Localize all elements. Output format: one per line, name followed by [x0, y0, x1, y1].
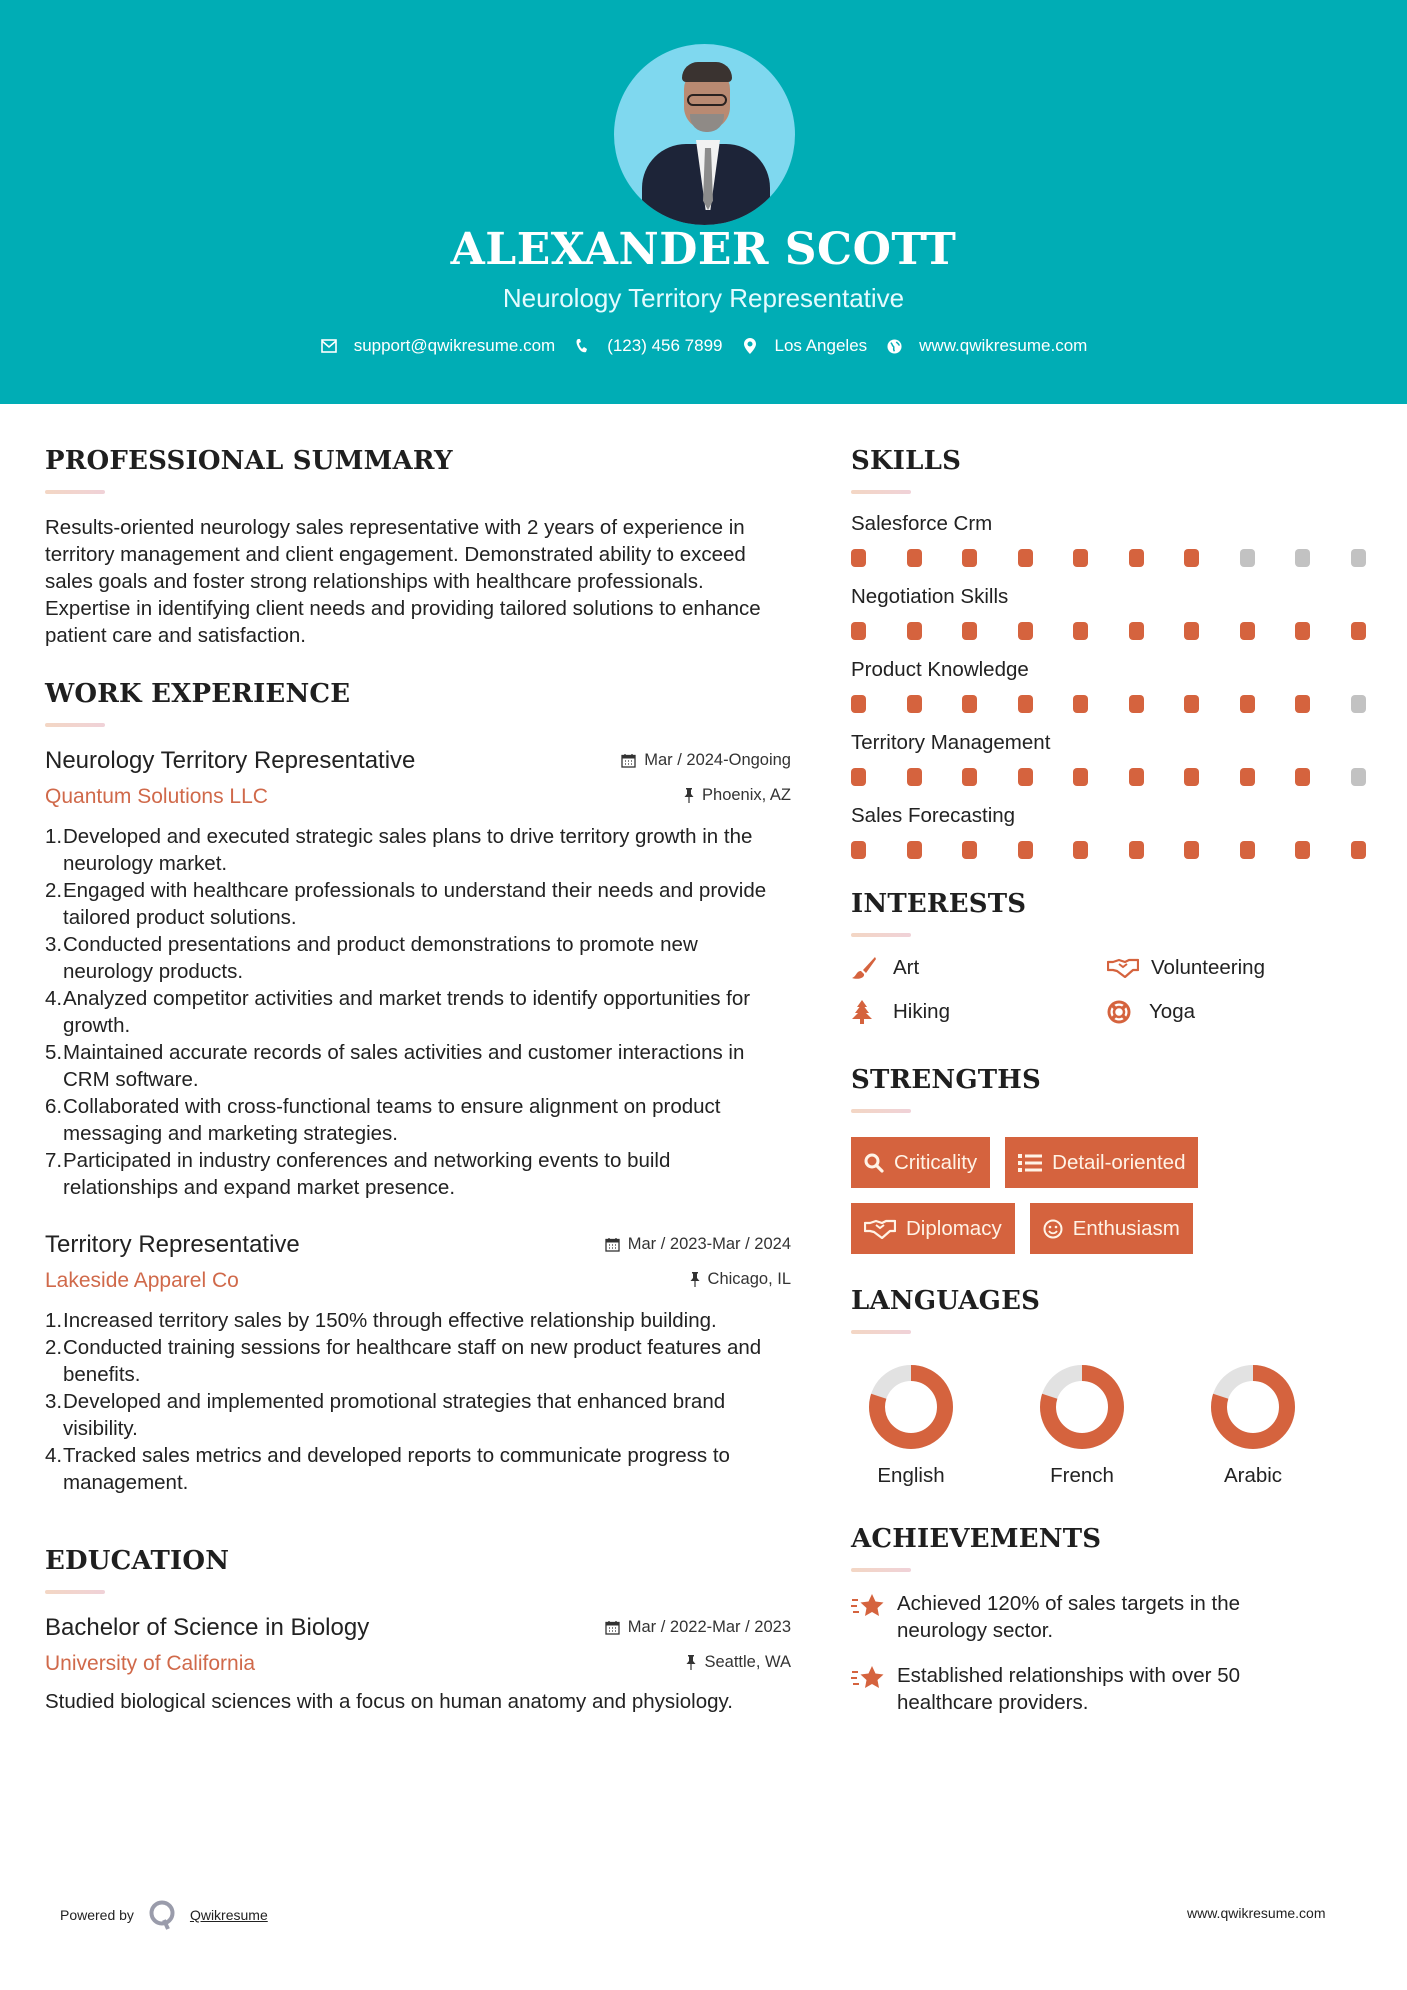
- smile-icon: [1043, 1219, 1063, 1239]
- strength-badge-enthusiasm: [1030, 1203, 1193, 1254]
- language-label: French: [1050, 1464, 1114, 1487]
- left-column: [45, 404, 791, 1715]
- rating-dot-filled: [1184, 768, 1199, 786]
- map-marker-icon: [741, 337, 759, 355]
- calendar-icon: [605, 1237, 620, 1252]
- rating-dot-filled: [1073, 549, 1088, 567]
- school-name: University of California: [45, 1652, 256, 1675]
- job-date: [605, 1235, 791, 1254]
- location-text: Seattle, WA: [704, 1653, 791, 1671]
- skill-rating: [851, 622, 1366, 640]
- list-item: 2. Engaged with healthcare professionals to understand their needs and provide tailored product solutions.: [45, 879, 767, 929]
- rating-dot-filled: [851, 841, 866, 859]
- rating-dot-filled: [907, 549, 922, 567]
- skill-item: [851, 658, 1371, 713]
- section-underline: [851, 1568, 911, 1572]
- rating-dot-empty: [1351, 549, 1366, 567]
- rating-dot-filled: [1018, 549, 1033, 567]
- list-item: 2. Conducted training sessions for healthcare staff on new product features and benefits.: [45, 1336, 762, 1386]
- skill-name: Sales Forecasting: [851, 804, 1016, 827]
- job-title: Territory Representative: [45, 1231, 300, 1258]
- achievement-text: Established relationships with over 50 healthcare providers.: [897, 1664, 1240, 1714]
- contact-location: [741, 336, 868, 356]
- job-bullets: [45, 823, 791, 1201]
- skill-name: Negotiation Skills: [851, 585, 1009, 608]
- skill-name: Salesforce Crm: [851, 512, 993, 535]
- language-item: [1193, 1364, 1364, 1488]
- right-column: [851, 404, 1371, 1716]
- contact-bar: [0, 336, 1407, 356]
- photo-hair: [682, 62, 732, 82]
- interest-label: Yoga: [1149, 1000, 1195, 1023]
- summary-section: [45, 446, 791, 649]
- contact-email[interactable]: [320, 336, 556, 356]
- interest-art: [851, 955, 1107, 981]
- rating-dot-filled: [1073, 768, 1088, 786]
- section-underline: [851, 933, 911, 937]
- rating-dot-filled: [1351, 841, 1366, 859]
- paintbrush-icon: [851, 955, 881, 981]
- list-item: 1. Increased territory sales by 150% through effective relationship building.: [45, 1309, 717, 1332]
- list-item: 5. Maintained accurate records of sales activities and customer interactions in CRM software.: [45, 1041, 745, 1091]
- degree-title: Bachelor of Science in Biology: [45, 1614, 370, 1641]
- rating-dot-filled: [1129, 768, 1144, 786]
- education-date: [605, 1618, 791, 1637]
- badge-label: Enthusiasm: [1072, 1216, 1180, 1240]
- skill-item: [851, 804, 1371, 859]
- language-item: [851, 1364, 1022, 1488]
- strength-badge-criticality: [851, 1137, 990, 1188]
- strength-badge-detail-oriented: [1005, 1137, 1198, 1188]
- languages-section: [851, 1286, 1371, 1488]
- list-item: 4. Analyzed competitor activities and market trends to identify opportunities for growth.: [45, 987, 751, 1037]
- rating-dot-filled: [907, 695, 922, 713]
- qwikresume-logo-icon: [148, 1900, 176, 1930]
- skills-list: [851, 512, 1371, 859]
- rating-dot-filled: [851, 622, 866, 640]
- phone-icon: [573, 337, 591, 355]
- section-underline: [851, 1109, 911, 1113]
- powered-by-text: Powered by: [60, 1907, 134, 1923]
- list-icon: [1018, 1154, 1042, 1172]
- rating-dot-filled: [1129, 695, 1144, 713]
- skill-rating: [851, 549, 1366, 567]
- rating-dot-filled: [1018, 768, 1033, 786]
- rating-dot-filled: [1018, 622, 1033, 640]
- photo-beard: [690, 114, 724, 132]
- section-underline: [45, 1590, 105, 1594]
- language-donut-chart: [1193, 1364, 1313, 1450]
- rating-dot-filled: [1073, 695, 1088, 713]
- job-entry: [45, 747, 791, 1201]
- rating-dot-filled: [1018, 695, 1033, 713]
- tree-icon: [851, 999, 881, 1025]
- rating-dot-empty: [1240, 549, 1255, 567]
- section-heading: LANGUAGES: [851, 1286, 1041, 1316]
- rating-dot-filled: [1240, 841, 1255, 859]
- skill-rating: [851, 841, 1366, 859]
- education-section: [45, 1546, 791, 1715]
- language-label: Arabic: [1223, 1464, 1283, 1487]
- section-underline: [851, 490, 911, 494]
- list-item: 6. Collaborated with cross-functional teams to ensure alignment on product messaging and marketing strategies.: [45, 1095, 721, 1145]
- location-text: Phoenix, AZ: [702, 786, 791, 804]
- list-item: 3. Conducted presentations and product demonstrations to promote new neurology products.: [45, 933, 698, 983]
- strength-badges: [851, 1137, 1281, 1254]
- rating-dot-filled: [1295, 695, 1310, 713]
- rating-dot-filled: [962, 695, 977, 713]
- thumbtack-icon: [684, 788, 694, 803]
- search-icon: [864, 1153, 884, 1173]
- education-description: Studied biological sciences with a focus on human anatomy and physiology.: [45, 1690, 733, 1713]
- rating-dot-filled: [1295, 622, 1310, 640]
- candidate-title: Neurology Territory Representative: [502, 283, 905, 313]
- calendar-icon: [605, 1620, 620, 1635]
- thumbtack-icon: [686, 1655, 696, 1670]
- list-item: 1. Developed and executed strategic sales plans to drive territory growth in the neurology market.: [45, 825, 753, 875]
- rating-dot-empty: [1351, 768, 1366, 786]
- rating-dot-filled: [1240, 622, 1255, 640]
- job-bullets: [45, 1307, 791, 1496]
- date-text: Mar / 2023-Mar / 2024: [627, 1235, 791, 1253]
- star-icon: [851, 1662, 897, 1716]
- interest-yoga: [1107, 999, 1363, 1025]
- envelope-icon: [320, 337, 338, 355]
- rating-dot-filled: [851, 695, 866, 713]
- rating-dot-filled: [1295, 841, 1310, 859]
- rating-dot-filled: [1240, 695, 1255, 713]
- job-location: [684, 786, 791, 805]
- interest-label: Hiking: [893, 1000, 950, 1023]
- rating-dot-filled: [851, 768, 866, 786]
- section-heading: WORK EXPERIENCE: [45, 679, 351, 709]
- rating-dot-filled: [1184, 549, 1199, 567]
- rating-dot-filled: [907, 768, 922, 786]
- section-underline: [45, 723, 105, 727]
- handshake-icon: [1107, 955, 1139, 981]
- resume-header: [0, 0, 1407, 404]
- rating-dot-empty: [1295, 549, 1310, 567]
- rating-dot-filled: [962, 622, 977, 640]
- photo-glasses: [687, 94, 727, 106]
- date-text: Mar / 2022-Mar / 2023: [627, 1618, 791, 1636]
- interests-grid: [851, 955, 1371, 1025]
- section-heading: STRENGTHS: [851, 1065, 1042, 1095]
- skill-rating: [851, 768, 1366, 786]
- rating-dot-filled: [851, 549, 866, 567]
- badge-label: Diplomacy: [906, 1216, 1002, 1240]
- badge-label: Criticality: [894, 1150, 978, 1174]
- rating-dot-filled: [1129, 622, 1144, 640]
- contact-website[interactable]: [885, 336, 1087, 356]
- language-donut-chart: [851, 1364, 971, 1450]
- achievement-item: [851, 1590, 1371, 1644]
- languages-list: [851, 1364, 1371, 1488]
- rating-dot-filled: [1129, 841, 1144, 859]
- location-text: Chicago, IL: [707, 1270, 791, 1288]
- candidate-name: ALEXANDER SCOTT: [450, 224, 957, 275]
- rating-dot-filled: [907, 841, 922, 859]
- rating-dot-filled: [907, 622, 922, 640]
- contact-phone[interactable]: [573, 336, 722, 356]
- job-title: Neurology Territory Representative: [45, 747, 416, 774]
- skill-item: [851, 585, 1371, 640]
- globe-icon: [885, 337, 903, 355]
- list-item: 7. Participated in industry conferences and networking events to build relationships and expand market presence.: [45, 1149, 671, 1199]
- rating-dot-filled: [962, 549, 977, 567]
- rating-dot-filled: [1129, 549, 1144, 567]
- rating-dot-filled: [1184, 622, 1199, 640]
- education-location: [686, 1653, 791, 1672]
- interest-hiking: [851, 999, 1107, 1025]
- rating-dot-filled: [1295, 768, 1310, 786]
- footer-powered-by: [60, 1900, 268, 1930]
- badge-label: Detail-oriented: [1052, 1150, 1186, 1174]
- website-text: www.qwikresume.com: [919, 336, 1088, 355]
- location-text: Los Angeles: [774, 336, 868, 355]
- section-heading: INTERESTS: [851, 889, 1027, 919]
- life-ring-icon: [1107, 999, 1137, 1025]
- section-heading: EDUCATION: [45, 1546, 230, 1576]
- achievements-section: [851, 1524, 1371, 1716]
- email-text: support@qwikresume.com: [353, 336, 556, 355]
- job-entry: [45, 1231, 791, 1496]
- achievement-text: Achieved 120% of sales targets in the neurology sector.: [897, 1592, 1241, 1642]
- rating-dot-filled: [1184, 841, 1199, 859]
- qwikresume-link[interactable]: Qwikresume: [189, 1907, 268, 1923]
- job-date: [621, 751, 791, 770]
- section-heading: ACHIEVEMENTS: [851, 1524, 1102, 1554]
- skill-item: [851, 512, 1371, 567]
- summary-text: Results-oriented neurology sales representative with 2 years of experience in territory management and client engagement. Demonstrated ability to exceed sales goals and foster strong relationships with healthcare professionals. Expertise in identifying client needs and providing tailored solutions to enhance patient care and satisfaction.: [45, 516, 761, 647]
- skill-rating: [851, 695, 1366, 713]
- rating-dot-filled: [1073, 841, 1088, 859]
- skills-section: [851, 446, 1371, 859]
- skill-name: Product Knowledge: [851, 658, 1029, 681]
- language-item: [1022, 1364, 1193, 1488]
- star-icon: [851, 1590, 897, 1644]
- section-heading: SKILLS: [851, 446, 962, 476]
- section-underline: [45, 490, 105, 494]
- profile-photo: [614, 44, 795, 225]
- list-item: 3. Developed and implemented promotional strategies that enhanced brand visibility.: [45, 1390, 726, 1440]
- company-name: Lakeside Apparel Co: [45, 1269, 239, 1292]
- interest-label: Volunteering: [1151, 956, 1265, 979]
- strengths-section: [851, 1065, 1371, 1254]
- interests-section: [851, 889, 1371, 1025]
- thumbtack-icon: [690, 1272, 700, 1287]
- interest-volunteering: [1107, 955, 1363, 981]
- experience-section: [45, 679, 791, 1496]
- achievement-item: [851, 1662, 1371, 1716]
- handshake-icon: [864, 1219, 896, 1239]
- job-location: [690, 1270, 791, 1289]
- rating-dot-empty: [1351, 695, 1366, 713]
- rating-dot-filled: [1184, 695, 1199, 713]
- interest-label: Art: [893, 956, 920, 979]
- rating-dot-filled: [1351, 622, 1366, 640]
- list-item: 4. Tracked sales metrics and developed reports to communicate progress to management.: [45, 1444, 730, 1494]
- strength-badge-diplomacy: [851, 1203, 1015, 1254]
- date-text: Mar / 2024-Ongoing: [644, 751, 791, 769]
- language-label: English: [877, 1464, 945, 1487]
- skill-item: [851, 731, 1371, 786]
- calendar-icon: [621, 753, 636, 768]
- section-underline: [851, 1330, 911, 1334]
- rating-dot-filled: [1073, 622, 1088, 640]
- skill-name: Territory Management: [851, 731, 1051, 754]
- company-name: Quantum Solutions LLC: [45, 785, 268, 808]
- rating-dot-filled: [1018, 841, 1033, 859]
- rating-dot-filled: [1240, 768, 1255, 786]
- rating-dot-filled: [962, 841, 977, 859]
- rating-dot-filled: [962, 768, 977, 786]
- footer-url[interactable]: www.qwikresume.com: [1187, 1905, 1326, 1921]
- phone-text: (123) 456 7899: [607, 336, 723, 355]
- section-heading: PROFESSIONAL SUMMARY: [45, 446, 453, 476]
- language-donut-chart: [1022, 1364, 1142, 1450]
